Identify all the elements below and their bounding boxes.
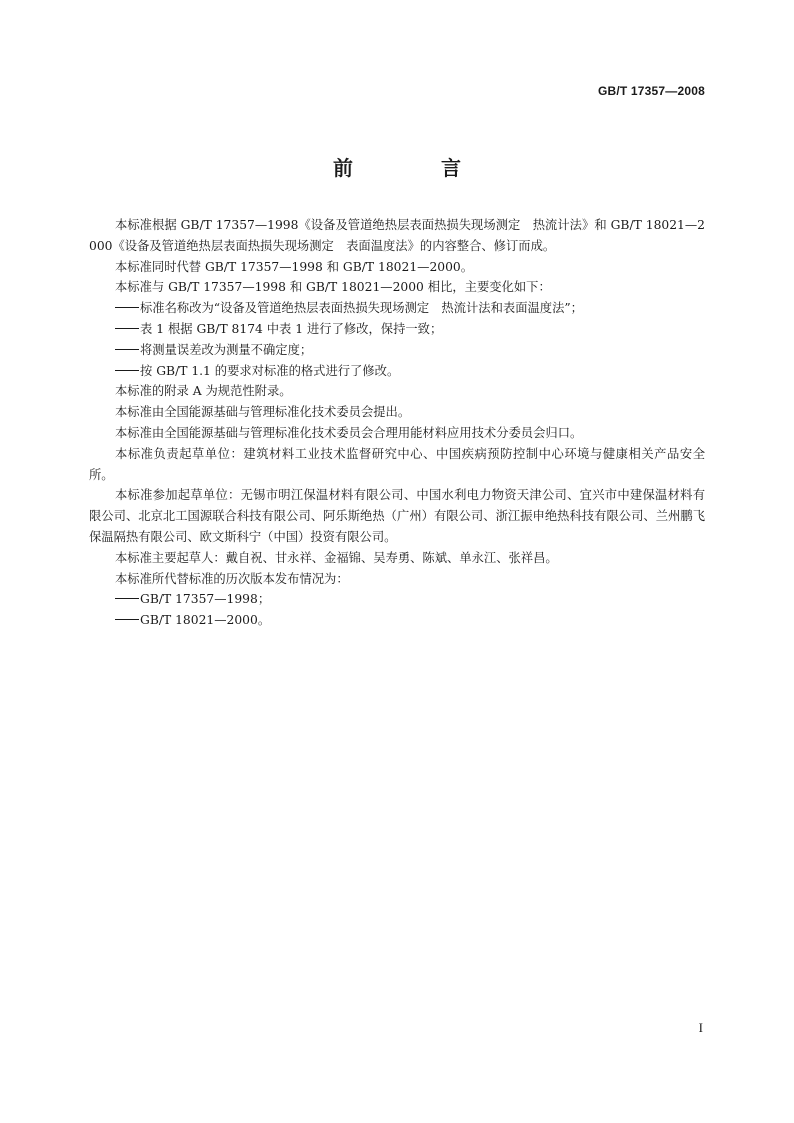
dash-mark bbox=[115, 307, 139, 308]
paragraph-main-drafters: 本标准主要起草人：戴自祝、甘永祥、金福锦、吴寿勇、陈斌、单永江、张祥昌。 bbox=[115, 550, 558, 565]
dash-mark bbox=[115, 598, 139, 599]
paragraph-origin: 本标准根据 GB/T 17357—1998《设备及管道绝热层表面热损失现场测定 热流计法》和 GB/T 18021—2000《设备及管道绝热层表面热损失现场测定 表面温度法》的内容整合、修订而成。 bbox=[89, 218, 705, 253]
page-number: I bbox=[698, 1020, 703, 1035]
dash-mark bbox=[115, 349, 139, 350]
paragraph-centralized-by: 本标准由全国能源基础与管理标准化技术委员会合理用能材料应用技术分委员会归口。 bbox=[115, 425, 583, 440]
change-item: 按 GB/T 1.1 的要求对标准的格式进行了修改。 bbox=[89, 361, 705, 382]
paragraph-replaces: 本标准同时代替 GB/T 17357—1998 和 GB/T 18021—2000。 bbox=[115, 259, 474, 274]
foreword-body bbox=[89, 215, 705, 631]
paragraph-history-intro: 本标准所代替标准的历次版本发布情况为： bbox=[115, 571, 349, 586]
page-title: 前 言 bbox=[333, 156, 495, 180]
paragraph-responsible-drafter: 本标准负责起草单位：建筑材料工业技术监督研究中心、中国疾病预防控制中心环境与健康相关产品安全所。 bbox=[89, 446, 705, 482]
paragraph-annex: 本标准的附录 A 为规范性附录。 bbox=[115, 384, 292, 399]
paragraph-participating-drafters: 本标准参加起草单位：无锡市明江保温材料有限公司、中国水利电力物资天津公司、宜兴市中建保温材料有限公司、北京北工国源联合科技有限公司、阿乐斯绝热（广州）有限公司、浙江振申绝热科技有限公司、兰州鹏飞保温隔热有限公司、欧文斯科宁（中国）投资有限公司。 bbox=[89, 488, 705, 544]
change-item: 表 1 根据 GB/T 8174 中表 1 进行了修改，保持一致； bbox=[89, 319, 705, 340]
paragraph-proposed-by: 本标准由全国能源基础与管理标准化技术委员会提出。 bbox=[115, 405, 411, 420]
standard-code: GB/T 17357—2008 bbox=[597, 84, 705, 98]
dash-mark bbox=[115, 619, 139, 620]
change-item: 标准名称改为“设备及管道绝热层表面热损失现场测定 热流计法和表面温度法”； bbox=[89, 298, 705, 319]
paragraph-changes-intro: 本标准与 GB/T 17357—1998 和 GB/T 18021—2000 相比，主要变化如下： bbox=[115, 280, 551, 295]
history-item: GB/T 17357—1998； bbox=[89, 589, 705, 610]
dash-mark bbox=[115, 328, 139, 329]
history-item: GB/T 18021—2000。 bbox=[89, 610, 705, 631]
change-item: 将测量误差改为测量不确定度； bbox=[89, 340, 705, 361]
dash-mark bbox=[115, 370, 139, 371]
